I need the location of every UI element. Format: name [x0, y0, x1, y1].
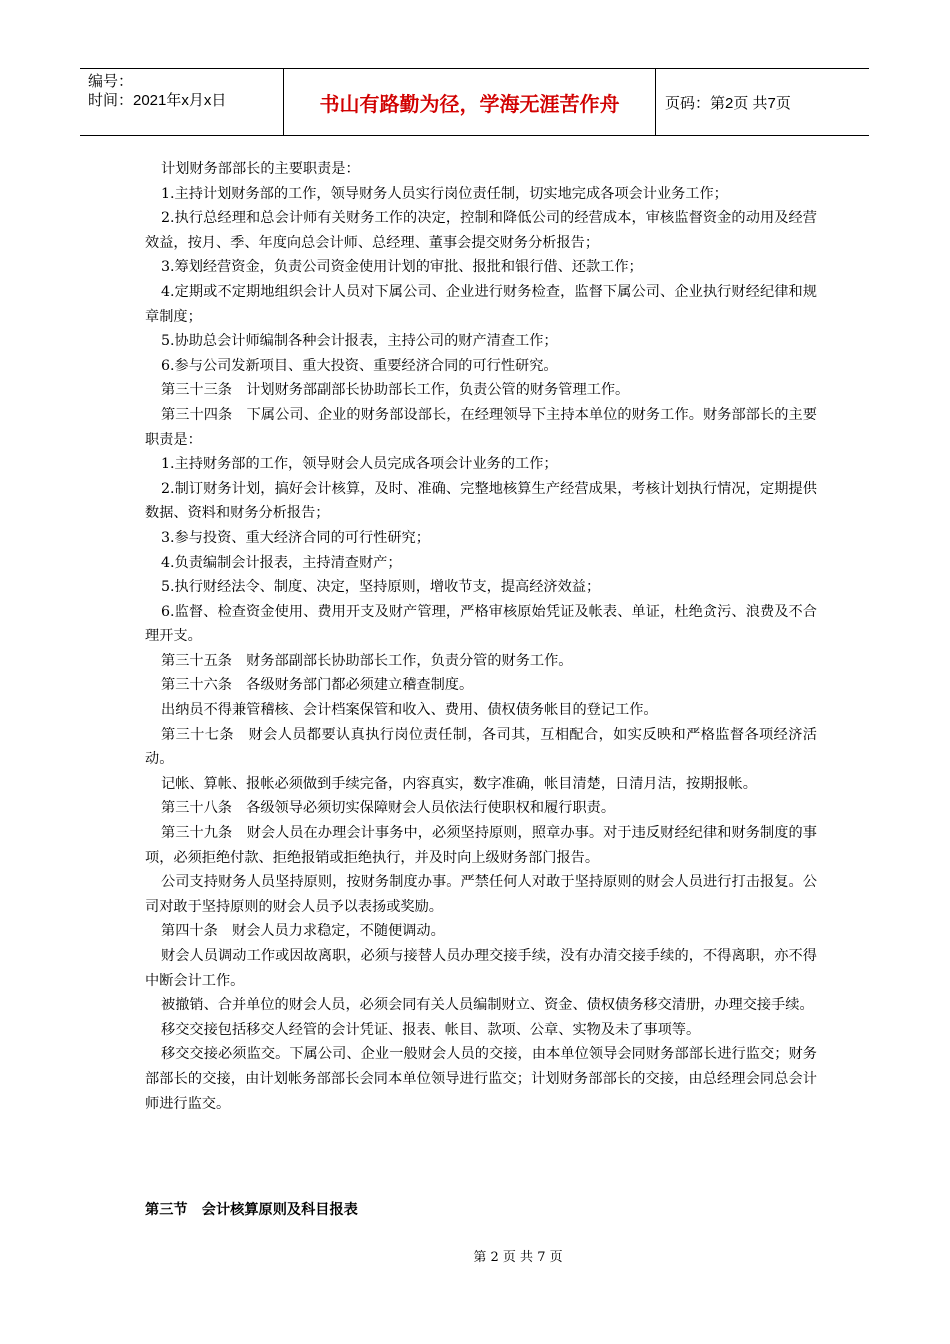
- paragraph: 3.参与投资、重大经济合同的可行性研究；: [161, 529, 430, 546]
- paragraph: 第三十四条 下属公司、企业的财务部设部长，在经理领导下主持本单位的财务工作。财务部部长的主要职责是：: [145, 406, 817, 448]
- paragraph: 4.负责编制会计报表，主持清查财产；: [161, 554, 402, 571]
- paragraph: 2.执行总经理和总会计师有关财务工作的决定，控制和降低公司的经营成本，审核监督资金的动用及经营效益，按月、季、年度向总会计师、总经理、董事会提交财务分析报告；: [145, 210, 817, 251]
- document-time-label: 时间：2021年x月x日: [88, 92, 227, 109]
- paragraph: 出纳员不得兼管稽核、会计档案保管和收入、费用、债权债务帐目的登记工作。: [161, 702, 658, 719]
- header-page-code: 页码：第2页 共7页: [665, 94, 791, 112]
- paragraph: 2.制订财务计划，搞好会计核算，及时、准确、完整地核算生产经营成果，考核计划执行情况，定期提供数据、资料和财务分析报告；: [145, 480, 817, 522]
- paragraph: 第三十六条 各级财务部门都必须建立稽查制度。: [161, 677, 474, 694]
- paragraph: 记帐、算帐、报帐必须做到手续完备，内容真实，数字准确，帐目清楚，日清月洁，按期报帐。: [161, 775, 757, 792]
- document-number-label: 编号：: [88, 73, 134, 90]
- paragraph: 第三十七条 财会人员都要认真执行岗位责任制，各司其，互相配合，如实反映和严格监督各项经济活动。: [145, 726, 817, 768]
- page-header: [80, 68, 869, 136]
- paragraph: 计划财务部部长的主要职责是：: [161, 161, 360, 177]
- paragraph: 6.参与公司发新项目、重大投资、重要经济合同的可行性研究。: [161, 357, 558, 374]
- paragraph: 第三十三条 计划财务部副部长协助部长工作，负责公管的财务管理工作。: [161, 382, 630, 399]
- paragraph: 移交交接必须监交。下属公司、企业一般财会人员的交接，由本单位领导会同财务部部长进行监交；财务部部长的交接，由计划帐务部部长会同本单位领导进行监交；计划财务部部长的交接，由总经理会同总会计师进行监交。: [145, 1046, 817, 1112]
- paragraph: 4.定期或不定期地组织会计人员对下属公司、企业进行财务检查，监督下属公司、企业执行财经纪律和规章制度；: [145, 283, 817, 325]
- paragraph: 5.执行财经法令、制度、决定，坚持原则，增收节支，提高经济效益；: [161, 579, 601, 596]
- paragraph: 1.主持计划财务部的工作，领导财务人员实行岗位责任制，切实地完成各项会计业务工作；: [161, 185, 728, 202]
- paragraph: 6.监督、检查资金使用、费用开支及财产管理，严格审核原始凭证及帐表、单证，杜绝贪污、浪费及不合理开支。: [145, 603, 817, 645]
- paragraph: 3.筹划经营资金，负责公司资金使用计划的审批、报批和银行借、还款工作；: [161, 259, 643, 276]
- header-motto: 书山有路勤为径，学海无涯苦作舟: [283, 69, 656, 135]
- paragraph: 财会人员调动工作或因故离职，必须与接替人员办理交接手续，没有办清交接手续的，不得离职，亦不得中断会计工作。: [145, 948, 817, 989]
- paragraph: 移交交接包括移交人经管的会计凭证、报表、帐目、款项、公章、实物及未了事项等。: [161, 1021, 701, 1038]
- paragraph: 第三十五条 财务部副部长协助部长工作，负责分管的财务工作。: [161, 652, 573, 669]
- header-meta: [80, 69, 283, 135]
- page-footer: 第 2 页 共 7 页: [473, 1250, 563, 1265]
- section-heading: 第三节 会计核算原则及科目报表: [145, 1202, 358, 1218]
- paragraph: 第三十八条 各级领导必须切实保障财会人员依法行使职权和履行职责。: [161, 800, 616, 817]
- paragraph: 1.主持财务部的工作，领导财会人员完成各项会计业务的工作；: [161, 456, 558, 473]
- paragraph: 被撤销、合并单位的财会人员，必须会同有关人员编制财立、资金、债权债务移交清册，办理交接手续。: [161, 997, 814, 1014]
- paragraph: 第四十条 财会人员力求稳定，不随便调动。: [161, 923, 445, 940]
- paragraph: 5.协助总会计师编制各种会计报表，主持公司的财产清查工作；: [161, 333, 558, 350]
- paragraph: 公司支持财务人员坚持原则，按财务制度办事。严禁任何人对敢于坚持原则的财会人员进行打击报复。公司对敢于坚持原则的财会人员予以表扬或奖励。: [145, 874, 817, 915]
- paragraph: 第三十九条 财会人员在办理会计事务中，必须坚持原则，照章办事。对于违反财经纪律和财务制度的事项，必须拒绝付款、拒绝报销或拒绝执行，并及时向上级财务部门报告。: [145, 825, 817, 866]
- document-body: [145, 157, 817, 1116]
